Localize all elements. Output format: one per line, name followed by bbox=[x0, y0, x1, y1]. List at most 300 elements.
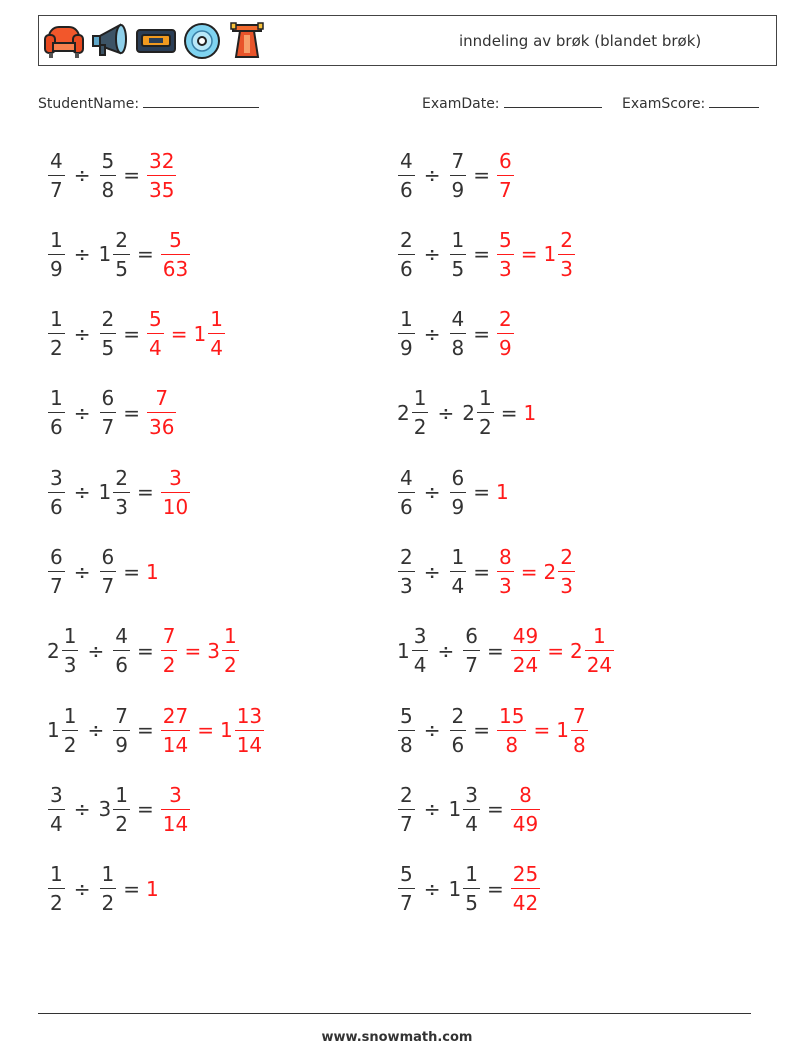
equals-sign: = bbox=[473, 321, 490, 346]
dividend-whole: 1 bbox=[397, 638, 410, 663]
denominator: 5 bbox=[115, 256, 128, 281]
numerator: 1 bbox=[593, 624, 606, 649]
numerator: 15 bbox=[499, 703, 525, 728]
answer bbox=[510, 782, 541, 836]
dividend bbox=[47, 703, 79, 757]
numerator: 3 bbox=[50, 465, 63, 490]
megaphone-icon bbox=[90, 21, 130, 61]
numerator: 1 bbox=[478, 386, 492, 411]
answer-whole: 2 bbox=[569, 638, 583, 663]
divide-sign: ÷ bbox=[423, 163, 441, 187]
equals-sign: = bbox=[123, 163, 140, 187]
numerator: 2 bbox=[400, 227, 413, 252]
exam-date-blank[interactable] bbox=[504, 93, 602, 108]
denominator: 7 bbox=[50, 177, 63, 202]
denominator: 7 bbox=[101, 415, 115, 440]
denominator: 8 bbox=[400, 732, 413, 757]
denominator: 4 bbox=[210, 336, 223, 361]
numerator: 4 bbox=[400, 465, 413, 490]
answer-equals-sign: = bbox=[547, 638, 564, 663]
answer bbox=[510, 624, 541, 678]
answer bbox=[207, 624, 239, 678]
dividend-fraction bbox=[48, 148, 65, 202]
dividend-fraction bbox=[398, 307, 415, 361]
divisor bbox=[112, 703, 131, 757]
header-box bbox=[38, 15, 777, 66]
divisor-whole: 1 bbox=[448, 797, 462, 822]
denominator: 3 bbox=[115, 494, 128, 519]
denominator: 7 bbox=[101, 574, 115, 598]
divide-sign: ÷ bbox=[423, 797, 441, 822]
answer bbox=[146, 877, 160, 901]
dividend bbox=[397, 465, 416, 519]
equals-sign: = bbox=[500, 400, 518, 425]
numerator: 2 bbox=[499, 307, 512, 332]
dividend bbox=[47, 227, 66, 281]
denominator: 24 bbox=[586, 653, 613, 678]
answer bbox=[496, 227, 515, 281]
divide-sign: ÷ bbox=[87, 718, 105, 743]
dividend-fraction bbox=[398, 465, 415, 519]
numerator: 1 bbox=[413, 386, 427, 411]
answer bbox=[496, 148, 515, 202]
dividend bbox=[397, 547, 416, 596]
divide-sign: ÷ bbox=[423, 876, 441, 901]
exam-score-blank[interactable] bbox=[709, 93, 759, 108]
numerator: 5 bbox=[400, 703, 413, 728]
numerator: 1 bbox=[63, 703, 77, 728]
numerator: 6 bbox=[50, 545, 63, 569]
divisor-fraction bbox=[100, 307, 117, 361]
footer-divider bbox=[38, 1013, 751, 1014]
answer-whole: 2 bbox=[543, 559, 557, 584]
exam-date-field bbox=[422, 93, 602, 112]
divide-sign: ÷ bbox=[423, 321, 441, 346]
divide-sign: ÷ bbox=[73, 876, 91, 901]
dividend-fraction bbox=[48, 227, 65, 281]
divisor-fraction bbox=[463, 782, 480, 836]
denominator: 4 bbox=[413, 653, 427, 678]
equals-sign: = bbox=[136, 480, 154, 505]
problem-item bbox=[397, 142, 515, 208]
cd-icon bbox=[182, 21, 222, 61]
numerator: 7 bbox=[162, 624, 176, 649]
pillar-icon bbox=[227, 21, 267, 61]
problem-item bbox=[397, 539, 576, 605]
denominator: 5 bbox=[465, 891, 478, 916]
denominator: 8 bbox=[505, 732, 519, 757]
answer bbox=[146, 307, 165, 361]
student-name-blank[interactable] bbox=[143, 93, 259, 108]
answer-fraction bbox=[161, 227, 190, 281]
problem-item bbox=[47, 539, 160, 605]
problem-item bbox=[47, 459, 191, 525]
exam-date-label: ExamDate: bbox=[422, 96, 500, 112]
answer bbox=[496, 703, 527, 757]
denominator: 6 bbox=[400, 256, 413, 281]
denominator: 6 bbox=[400, 494, 413, 519]
divisor-fraction bbox=[100, 148, 117, 202]
numerator: 5 bbox=[400, 862, 413, 887]
divisor-fraction bbox=[113, 227, 130, 281]
dividend-whole: 2 bbox=[47, 638, 60, 663]
numerator: 1 bbox=[50, 386, 63, 411]
answer bbox=[160, 703, 191, 757]
dividend bbox=[47, 862, 66, 916]
numerator: 1 bbox=[465, 862, 478, 887]
divide-sign: ÷ bbox=[73, 242, 91, 267]
numerator: 3 bbox=[50, 782, 63, 807]
equals-sign: = bbox=[486, 638, 504, 663]
answer-whole: 1 bbox=[146, 876, 159, 901]
problem-item bbox=[47, 856, 160, 922]
divisor-fraction bbox=[113, 465, 130, 519]
denominator: 6 bbox=[400, 177, 413, 202]
divisor bbox=[112, 624, 131, 678]
denominator: 3 bbox=[499, 574, 512, 598]
numerator: 6 bbox=[465, 624, 478, 649]
numerator: 7 bbox=[572, 703, 586, 728]
problem-item bbox=[397, 380, 537, 446]
denominator: 8 bbox=[101, 177, 115, 202]
dividend bbox=[397, 624, 429, 678]
dividend-whole: 1 bbox=[47, 718, 60, 743]
divisor-fraction bbox=[113, 624, 130, 678]
answer-fraction bbox=[147, 386, 176, 440]
numerator: 3 bbox=[413, 624, 427, 649]
numerator: 2 bbox=[400, 782, 413, 807]
numerator: 2 bbox=[560, 545, 573, 569]
divide-sign: ÷ bbox=[437, 400, 455, 425]
denominator: 42 bbox=[512, 891, 539, 916]
denominator: 8 bbox=[572, 732, 586, 757]
divisor-fraction bbox=[450, 307, 467, 361]
numerator: 4 bbox=[451, 307, 465, 332]
numerator: 2 bbox=[451, 703, 465, 728]
numerator: 5 bbox=[169, 227, 182, 252]
equals-sign: = bbox=[123, 876, 140, 901]
divide-sign: ÷ bbox=[73, 480, 91, 505]
answer-equals-sign: = bbox=[520, 242, 538, 267]
answer bbox=[146, 386, 177, 440]
answer-fraction bbox=[235, 703, 264, 757]
answer-whole: 3 bbox=[207, 638, 220, 663]
exam-score-label: ExamScore: bbox=[622, 96, 706, 112]
numerator: 1 bbox=[451, 227, 465, 252]
dividend bbox=[397, 703, 416, 757]
denominator: 2 bbox=[63, 732, 77, 757]
divisor-fraction bbox=[450, 547, 467, 596]
divisor-fraction bbox=[450, 227, 467, 281]
header-icons bbox=[43, 20, 267, 62]
denominator: 5 bbox=[101, 336, 115, 361]
dividend bbox=[397, 862, 416, 916]
divide-sign: ÷ bbox=[423, 559, 441, 584]
answer bbox=[146, 148, 177, 202]
answer bbox=[569, 624, 615, 678]
equals-sign: = bbox=[123, 559, 140, 584]
numerator: 2 bbox=[400, 545, 413, 569]
divisor-fraction bbox=[450, 148, 467, 202]
divide-sign: ÷ bbox=[423, 718, 441, 743]
numerator: 5 bbox=[499, 227, 512, 252]
problem-item bbox=[397, 459, 510, 525]
exam-score-field bbox=[622, 93, 759, 112]
answer-fraction bbox=[497, 148, 514, 202]
equals-sign: = bbox=[136, 638, 154, 663]
dividend bbox=[47, 624, 79, 678]
divide-sign: ÷ bbox=[73, 797, 91, 822]
denominator: 9 bbox=[50, 256, 63, 281]
answer-fraction bbox=[558, 227, 575, 281]
numerator: 1 bbox=[63, 624, 77, 649]
denominator: 6 bbox=[451, 732, 465, 757]
answer-whole: 1 bbox=[523, 400, 537, 425]
divide-sign: ÷ bbox=[87, 638, 105, 663]
denominator: 2 bbox=[101, 891, 115, 916]
numerator: 1 bbox=[451, 545, 465, 569]
student-name-field bbox=[38, 93, 259, 112]
problem-item bbox=[47, 697, 265, 763]
numerator: 1 bbox=[101, 862, 115, 887]
denominator: 63 bbox=[162, 256, 189, 281]
answer-equals-sign: = bbox=[533, 718, 551, 743]
dividend bbox=[47, 307, 66, 361]
numerator: 4 bbox=[50, 148, 63, 173]
divisor bbox=[98, 782, 131, 836]
equals-sign: = bbox=[123, 400, 140, 425]
denominator: 6 bbox=[50, 415, 63, 440]
divisor-fraction bbox=[450, 703, 467, 757]
denominator: 7 bbox=[400, 811, 413, 836]
answer-equals-sign: = bbox=[520, 559, 538, 584]
denominator: 4 bbox=[451, 574, 465, 598]
dividend-fraction bbox=[398, 547, 415, 596]
numerator: 6 bbox=[101, 545, 115, 569]
denominator: 14 bbox=[236, 732, 263, 757]
numerator: 5 bbox=[149, 307, 162, 332]
denominator: 4 bbox=[149, 336, 162, 361]
problem-item bbox=[47, 380, 177, 446]
answer-fraction bbox=[558, 547, 575, 596]
cassette-icon bbox=[135, 21, 177, 61]
dividend bbox=[397, 148, 416, 202]
numerator: 32 bbox=[149, 148, 175, 173]
answer-whole: 1 bbox=[146, 559, 159, 584]
denominator: 4 bbox=[465, 811, 478, 836]
denominator: 7 bbox=[400, 891, 413, 916]
answer bbox=[523, 401, 537, 425]
divisor bbox=[99, 386, 118, 440]
numerator: 25 bbox=[512, 862, 539, 887]
divisor bbox=[98, 227, 131, 281]
denominator: 35 bbox=[149, 177, 175, 202]
denominator: 9 bbox=[451, 177, 465, 202]
answer bbox=[496, 547, 515, 596]
answer bbox=[510, 862, 541, 916]
numerator: 13 bbox=[236, 703, 263, 728]
problem-item bbox=[397, 697, 589, 763]
numerator: 4 bbox=[115, 624, 128, 649]
denominator: 2 bbox=[50, 891, 63, 916]
equals-sign: = bbox=[473, 718, 490, 743]
numerator: 5 bbox=[101, 148, 115, 173]
denominator: 3 bbox=[400, 574, 413, 598]
dividend-fraction bbox=[62, 624, 79, 678]
divisor bbox=[462, 624, 481, 678]
divisor bbox=[449, 465, 468, 519]
problem-item bbox=[47, 301, 226, 367]
dividend-fraction bbox=[398, 782, 415, 836]
answer bbox=[544, 547, 576, 596]
equals-sign: = bbox=[473, 242, 490, 267]
answer-fraction bbox=[497, 547, 514, 596]
divisor bbox=[449, 547, 468, 596]
numerator: 7 bbox=[451, 148, 465, 173]
divisor bbox=[448, 862, 481, 916]
denominator: 7 bbox=[499, 177, 512, 202]
divisor-fraction bbox=[100, 862, 117, 916]
answer bbox=[160, 465, 191, 519]
divisor-whole: 1 bbox=[98, 242, 112, 267]
denominator: 49 bbox=[512, 811, 539, 836]
equals-sign: = bbox=[473, 480, 490, 505]
denominator: 14 bbox=[162, 732, 189, 757]
numerator: 1 bbox=[50, 307, 63, 332]
numerator: 1 bbox=[210, 307, 223, 332]
dividend bbox=[47, 465, 66, 519]
divide-sign: ÷ bbox=[73, 321, 91, 346]
dividend bbox=[397, 386, 429, 440]
answer-fraction bbox=[147, 148, 176, 202]
problem-item bbox=[397, 221, 576, 287]
answer bbox=[556, 703, 588, 757]
dividend-fraction bbox=[398, 227, 415, 281]
equals-sign: = bbox=[136, 718, 154, 743]
denominator: 14 bbox=[162, 811, 189, 836]
numerator: 49 bbox=[512, 624, 539, 649]
denominator: 2 bbox=[162, 653, 176, 678]
dividend-fraction bbox=[398, 148, 415, 202]
numerator: 1 bbox=[50, 862, 63, 887]
denominator: 9 bbox=[451, 494, 465, 519]
problem-item bbox=[47, 776, 191, 842]
numerator: 6 bbox=[101, 386, 115, 411]
answer-equals-sign: = bbox=[197, 718, 214, 743]
dividend bbox=[47, 148, 66, 202]
divide-sign: ÷ bbox=[423, 480, 441, 505]
student-name-label: StudentName: bbox=[38, 96, 140, 112]
problem-item bbox=[397, 301, 515, 367]
divide-sign: ÷ bbox=[423, 242, 441, 267]
dividend bbox=[47, 547, 66, 596]
answer bbox=[160, 624, 179, 678]
denominator: 9 bbox=[499, 336, 512, 361]
divisor-fraction bbox=[463, 862, 480, 916]
denominator: 7 bbox=[465, 653, 478, 678]
footer-url: www.snowmath.com bbox=[321, 1030, 473, 1045]
divide-sign: ÷ bbox=[73, 400, 91, 425]
problem-item bbox=[47, 221, 191, 287]
denominator: 8 bbox=[451, 336, 465, 361]
dividend bbox=[397, 307, 416, 361]
divide-sign: ÷ bbox=[437, 638, 455, 663]
numerator: 2 bbox=[101, 307, 115, 332]
answer bbox=[193, 307, 226, 361]
dividend-fraction bbox=[398, 862, 415, 916]
numerator: 1 bbox=[115, 782, 128, 807]
equals-sign: = bbox=[123, 321, 140, 346]
divisor-fraction bbox=[113, 703, 130, 757]
dividend bbox=[47, 386, 66, 440]
divisor bbox=[449, 148, 468, 202]
answer bbox=[219, 703, 265, 757]
dividend-whole: 2 bbox=[397, 400, 410, 425]
equals-sign: = bbox=[473, 559, 490, 584]
problem-item bbox=[397, 618, 615, 684]
numerator: 3 bbox=[465, 782, 478, 807]
problem-item bbox=[397, 856, 541, 922]
equals-sign: = bbox=[136, 797, 154, 822]
numerator: 4 bbox=[400, 148, 413, 173]
divisor bbox=[462, 386, 494, 440]
answer bbox=[496, 307, 515, 361]
armchair-icon bbox=[43, 21, 85, 61]
divisor bbox=[99, 148, 118, 202]
divisor-whole: 3 bbox=[98, 797, 112, 822]
answer-whole: 1 bbox=[496, 480, 509, 505]
equals-sign: = bbox=[486, 797, 504, 822]
denominator: 9 bbox=[115, 732, 128, 757]
equals-sign: = bbox=[486, 876, 504, 901]
answer-fraction bbox=[571, 703, 588, 757]
dividend-fraction bbox=[48, 386, 65, 440]
answer-fraction bbox=[147, 307, 164, 361]
denominator: 2 bbox=[413, 415, 427, 440]
answer bbox=[496, 480, 510, 504]
numerator: 7 bbox=[155, 386, 169, 411]
answer-whole: 1 bbox=[219, 718, 233, 743]
answer-fraction bbox=[497, 703, 526, 757]
answer-fraction bbox=[161, 782, 190, 836]
answer-fraction bbox=[161, 703, 190, 757]
answer-whole: 1 bbox=[556, 718, 569, 743]
denominator: 7 bbox=[50, 574, 63, 598]
denominator: 5 bbox=[451, 256, 465, 281]
divisor bbox=[99, 307, 118, 361]
answer bbox=[146, 560, 160, 584]
numerator: 2 bbox=[560, 227, 573, 252]
dividend-fraction bbox=[412, 624, 429, 678]
answer-fraction bbox=[511, 624, 540, 678]
denominator: 3 bbox=[63, 653, 77, 678]
denominator: 3 bbox=[560, 256, 573, 281]
answer-fraction bbox=[511, 862, 540, 916]
denominator: 6 bbox=[50, 494, 63, 519]
denominator: 4 bbox=[50, 811, 63, 836]
divisor-fraction bbox=[463, 624, 480, 678]
answer-fraction bbox=[511, 782, 540, 836]
divisor-fraction bbox=[100, 386, 117, 440]
answer-fraction bbox=[208, 307, 225, 361]
dividend-fraction bbox=[48, 307, 65, 361]
denominator: 36 bbox=[149, 415, 175, 440]
denominator: 9 bbox=[400, 336, 413, 361]
denominator: 10 bbox=[162, 494, 189, 519]
numerator: 7 bbox=[115, 703, 128, 728]
numerator: 1 bbox=[50, 227, 63, 252]
numerator: 2 bbox=[115, 465, 128, 490]
